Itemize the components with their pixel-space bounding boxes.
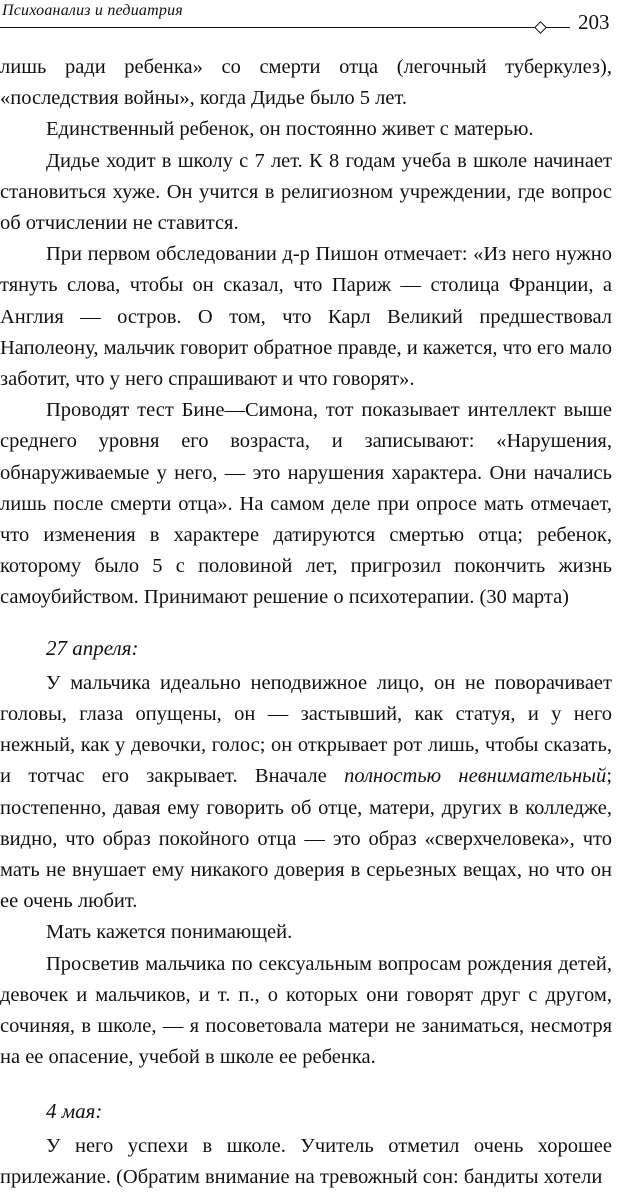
page-number: 203 (578, 10, 610, 34)
paragraph-5: Проводят тест Бине—Симона, тот показывает интеллект выше среднего уровня его возраста, и записывают: «Нарушения, обнаруживаемые у него, — это нарушения характера. Они начались лишь после смерти отца». На самом деле при опросе мать отмечает, что изменения в характере датируются смертью отца; ребенок, которому было 5 с половиной лет, пригрозил покончить жизнь самоубийством. Принимают решение о психотерапии. (30 марта) (0, 399, 612, 609)
paragraph-2: Единственный ребенок, он постоянно живет с матерью. (46, 118, 534, 141)
paragraph-3: Дидье ходит в школу с 7 лет. К 8 годам учеба в школе начинает становиться хуже. Он учится в религиозном учреждении, где вопрос об отчислении не ставится. (0, 149, 612, 235)
date-heading-2: 4 мая: (46, 1098, 103, 1123)
paragraph-6-part-a: У мальчика идеально неподвижное лицо, он не поворачивает головы, глаза опущены, он — застывший, как статуя, и у него нежный, как у девочки, голос; он открывает рот лишь, чтобы сказать, и тотчас его закрывает. Вначале (0, 671, 612, 788)
diamond-ornament-icon (534, 21, 547, 34)
paragraph-7: Мать кажется понимающей. (46, 921, 293, 944)
paragraph-9: У него успехи в школе. Учитель отметил очень хорошее прилежание. (Обратим внимание на тревожный сон: бандиты хотели (0, 1134, 612, 1188)
header-rule (0, 27, 536, 28)
paragraph-6-part-b: ; постепенно, давая ему говорить об отце, матери, других в колледже, видно, что образ покойного отца — это образ «сверхчеловека», что мать не внушает ему никакого доверия в серьезных вещах, но что он ее очень любит. (0, 765, 613, 913)
paragraph-4: При первом обследовании д-р Пишон отмечает: «Из него нужно тянуть слова, чтобы он сказал, что Париж — столица Франции, а Англия — остров. О том, что Карл Великий предшествовал Наполеону, мальчик говорит обратное правде, и кажется, что его мало заботит, что у него спрашивают и что говорят». (0, 243, 612, 391)
date-heading-1: 27 апреля: (46, 635, 139, 660)
body-text (0, 52, 612, 1193)
page-header (0, 0, 620, 40)
paragraph-8: Просветив мальчика по сексуальным вопросам рождения детей, девочек и мальчиков, и т. п., о которых они говорят друг с другом, сочиняя, в школе, — я посоветовала матери не заниматься, несмотря на ее опасение, учебой в школе ее ребенка. (0, 952, 612, 1069)
paragraph-6 (0, 668, 612, 918)
paragraph-1: лишь ради ребенка» со смерти отца (легочный туберкулез), «последствия войны», когда Дидье было 5 лет. (0, 56, 612, 110)
header-rule-end (546, 27, 570, 28)
paragraph-6-emphasis: полностью невнимательный (344, 765, 607, 788)
running-title: Психоанализ и педиатрия (2, 2, 183, 19)
